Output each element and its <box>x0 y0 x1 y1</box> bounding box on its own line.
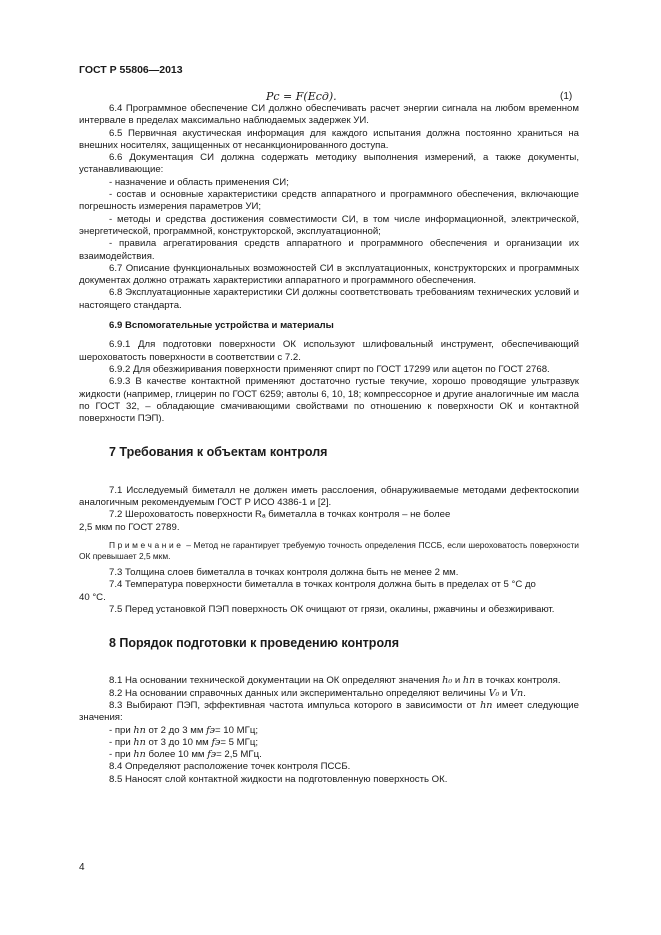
para-8-4: 8.4 Определяют расположение точек контроля ПССБ. <box>109 761 351 773</box>
para-7-4: 7.4 Температура поверхности биметалла в точках контроля должна быть в пределах от 5 °C до <box>109 579 536 591</box>
note-text: – Метод не гарантирует требуемую точность определения ПССБ, если шероховатость поверхности ОК превышает 2,5 мкм. <box>79 539 579 561</box>
document-header: ГОСТ Р 55806—2013 <box>79 64 183 76</box>
symbol-vp: Vп <box>510 687 524 699</box>
list-item: - назначение и область применения СИ; <box>109 176 289 188</box>
page-number: 4 <box>79 862 85 873</box>
para-6-9-1: 6.9.1 Для подготовки поверхности ОК используют шлифовальный инструмент, обеспечивающий шероховатость поверхности в соответствии с 7.2. <box>79 339 579 363</box>
para-6-5: 6.5 Первичная акустическая информация для каждого испытания должна постоянно храниться на внешних носителях, защищенных от несанкционированного доступа. <box>79 127 579 151</box>
para-6-7: 6.7 Описание функциональных возможностей СИ в эксплуатационных, конструкторских и программных документах должно отражать характеристики аппаратного и программного обеспечения. <box>79 262 579 287</box>
para-7-3: 7.3 Толщина слоев биметалла в точках контроля должна быть не менее 2 мм. <box>109 566 459 578</box>
para-6-4: 6.4 Программное обеспечение СИ должно обеспечивать расчет энергии сигнала на любом временном интервале в пределах максимально наблюдаемых задержек УИ. <box>79 103 579 127</box>
formula-number: (1) <box>560 91 573 102</box>
heading-section-8: 8 Порядок подготовки к проведению контроля <box>109 636 400 651</box>
formula-1: Pc = F(Eсд). <box>266 90 337 103</box>
para-8-5: 8.5 Наносят слой контактной жидкости на подготовленную поверхность ОК. <box>109 773 448 785</box>
para-6-8: 6.8 Эксплуатационные характеристики СИ должны соответствовать требованиям технических условий и настоящего стандарта. <box>79 287 579 311</box>
para-8-1: 8.1 На основании технической документации на ОК определяют значения h₀ и hп в точках контроля. <box>109 675 561 687</box>
heading-section-7: 7 Требования к объектам контроля <box>109 445 328 460</box>
para-6-6: 6.6 Документация СИ должна содержать методику выполнения измерений, а также документы, устанавливающие: <box>79 152 579 176</box>
para-8-3: 8.3 Выбирают ПЭП, эффективная частота импульса которого в зависимости от hп имеет следующие значения: <box>79 699 579 724</box>
list-item: - методы и средства достижения совместимости СИ, в том числе информационной, электрической, энергетической, программной, конструкторской, эксплуатационной; <box>79 213 579 237</box>
list-item: - состав и основные характеристики средств аппаратного и программного обеспечения, включающие погрешность измерения параметров УИ; <box>79 189 579 213</box>
symbol-hp: hп <box>462 675 476 687</box>
para-6-9-2: 6.9.2 Для обезжиривания поверхности применяют спирт по ГОСТ 17299 или ацетон по ГОСТ 2768. <box>109 363 550 375</box>
list-item: - правила агрегатирования средств аппаратного и программного обеспечения и организации их взаимодействия. <box>79 238 579 262</box>
para-7-1: 7.1 Исследуемый биметалл не должен иметь расслоения, обнаруживаемые методами дефектоскопии аналогичным рекомендуемым ГОСТ Р ИСО 4386-1 и [2]. <box>79 484 579 509</box>
document-body <box>79 103 579 786</box>
symbol-hp: hп <box>480 699 493 711</box>
note-label: Примечание <box>109 539 184 550</box>
note <box>79 540 579 562</box>
list-item: - при hп от 2 до 3 мм fэ= 10 МГц; <box>109 724 258 736</box>
para-7-2-cont: 2,5 мкм по ГОСТ 2789. <box>79 521 180 533</box>
para-7-5: 7.5 Перед установкой ПЭП поверхность ОК очищают от грязи, окалины, ржавчины и обезжиривают. <box>109 603 555 615</box>
symbol-h0: h₀ <box>442 675 453 687</box>
para-7-4-cont: 40 °C. <box>79 591 106 603</box>
symbol-v0: V₀ <box>488 687 500 699</box>
para-6-9-3: 6.9.3 В качестве контактной применяют достаточно густые текучие, хорошо проводящие ультразвук жидкости (например, глицерин по ГОСТ 6259; автолы 6, 10, 18; компрессорное и другие аналогичные им масла по ГОСТ 32, – обладающие смачивающими свойствами по отношению к поверхности ОК и контактной поверхности ПЭП). <box>79 376 579 425</box>
heading-6-9: 6.9 Вспомогательные устройства и материалы <box>109 320 334 332</box>
list-item: - при hп более 10 мм fэ= 2,5 МГц. <box>109 749 262 761</box>
para-8-2: 8.2 На основании справочных данных или экспериментально определяют величины V₀ и Vп. <box>109 687 526 699</box>
para-7-2: 7.2 Шероховатость поверхности Rₐ биметалла в точках контроля – не более <box>109 509 451 521</box>
list-item: - при hп от 3 до 10 мм fэ= 5 МГц; <box>109 736 258 748</box>
